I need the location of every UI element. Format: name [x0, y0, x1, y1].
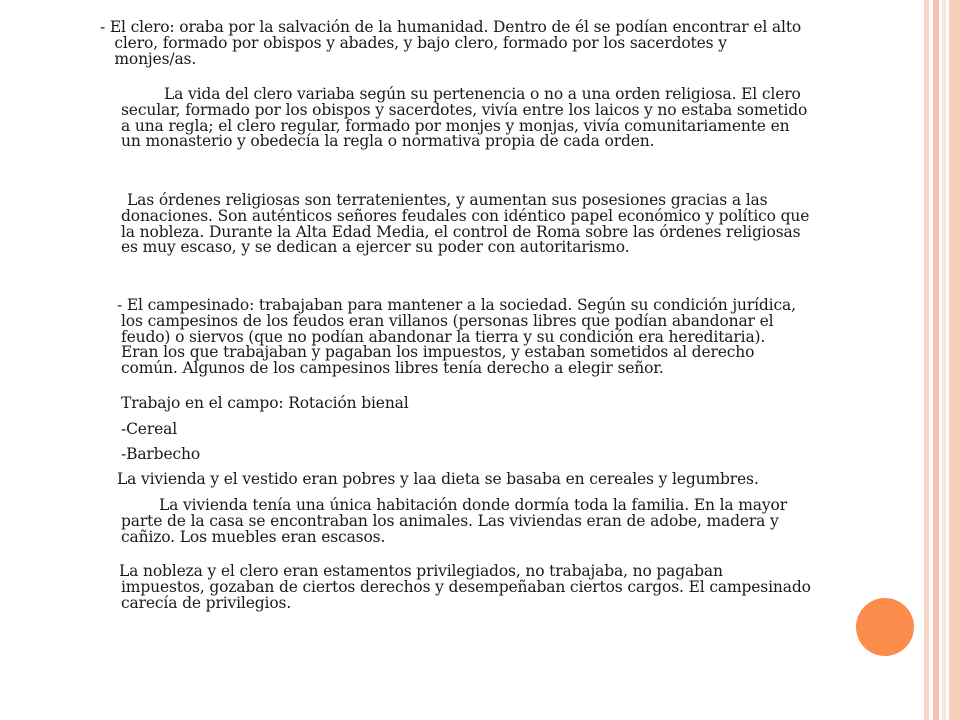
stripe: [942, 0, 946, 720]
stripe: [949, 0, 960, 720]
paragraph-campesinado: - El campesinado: trabajaban para mantener a la sociedad. Según su condición jurídica, los campesinos de los feudos eran villanos (personas libres que podían abandonar el feudo) o siervos (que no podían abandonar la tierra y su condición era hereditaria). Eran los que trabajaban y pagaban los impuestos, y estaban sometidos al derecho común. Algunos de los campesinos libres tenía derecho a elegir señor.: [117, 296, 796, 378]
paragraph-nobleza: La nobleza y el clero eran estamentos privilegiados, no trabajaba, no pagaban impuestos, gozaban de ciertos derechos y desempeñaban ciertos cargos. El campesinado carecía de privilegios.: [119, 562, 811, 612]
paragraph-vida-clero: La vida del clero variaba según su pertenencia o no a una orden religiosa. El clero secular, formado por los obispos y sacerdotes, vivía entre los laicos y no estaba sometido a una regla; el clero regular, formado por monjes y monjas, vivía comunitariamente en un monasterio y obedecía la regla o normativa propia de cada orden.: [121, 85, 808, 151]
stripe: [924, 0, 929, 720]
stripe: [933, 0, 939, 720]
list-item-cereal: -Cereal: [121, 420, 178, 438]
paragraph-vivienda-vestido: La vivienda y el vestido eran pobres y laa dieta se basaba en cereales y legumbres.: [117, 470, 759, 488]
paragraph-vivienda: La vivienda tenía una única habitación donde dormía toda la familia. En la mayor parte de la casa se encontraban los animales. Las viviendas eran de adobe, madera y cañizo. Los muebles eran escasos.: [121, 496, 787, 546]
paragraph-clero: - El clero: oraba por la salvación de la humanidad. Dentro de él se podían encontrar el alto clero, formado por obispos y abades, y bajo clero, formado por los sacerdotes y monjes/as.: [100, 18, 802, 68]
paragraph-trabajo-campo: Trabajo en el campo: Rotación bienal: [121, 394, 409, 412]
decorative-side-stripes: [924, 0, 960, 720]
list-item-barbecho: -Barbecho: [121, 445, 201, 463]
paragraph-ordenes: Las órdenes religiosas son terratenientes, y aumentan sus posesiones gracias a las donaciones. Son auténticos señores feudales con idéntico papel económico y político que la nobleza. Durante la Alta Edad Media, el control de Roma sobre las órdenes religiosas es muy escaso, y se dedican a ejercer su poder con autoritarismo.: [121, 191, 810, 257]
